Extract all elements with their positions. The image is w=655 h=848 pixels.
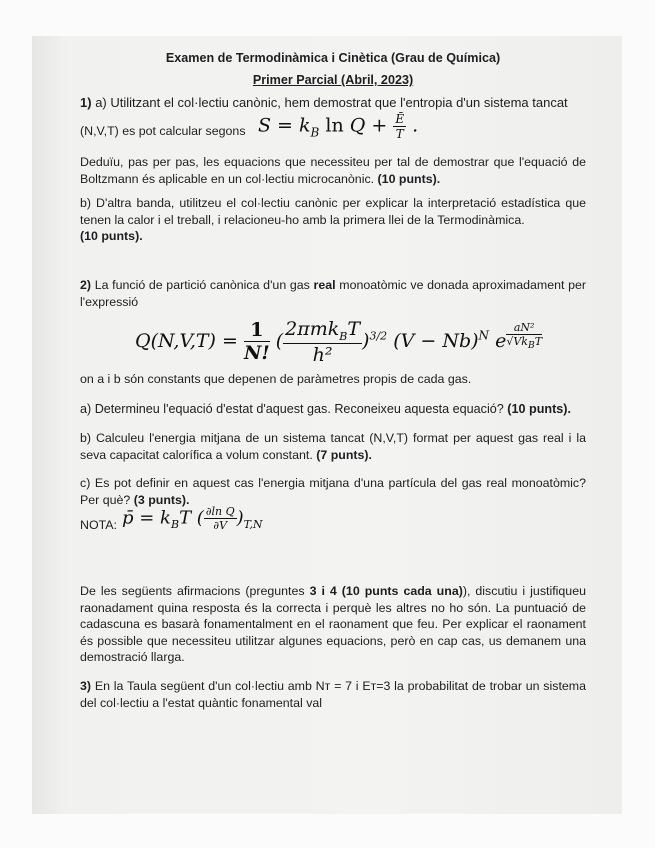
q2-a-task: a) Determineu l'equació d'estat d'aquest gas. Reconeixeu aquesta equació? (10 punts). — [80, 402, 571, 416]
instructions: De les següents afirmacions (preguntes 3 i 4 (10 punts cada una)), discutiu i justifiqueu raonadament quina resposta és la correcta i perquè les altres no ho són. La puntuació de cadascuna es basarà fonamentalment en el raonament que feu. Per explicar el raonament és possible que necessiteu utilitzar algunes equacions, però en cap cas, us demanem una demostració llarga. — [80, 584, 586, 664]
q2-c-task: c) Es pot definir en aquest cas l'energia mitjana d'una partícula del gas real monoatòmic? Per què? (3 punts). — [80, 476, 586, 507]
q2-intro: 2) La funció de partició canònica d'un gas real monoatòmic ve donada aproximadament per l'expressió — [80, 278, 587, 309]
exam-subtitle: Primer Parcial (Abril, 2023) — [252, 73, 414, 87]
exam-title: Examen de Termodinàmica i Cinètica (Grau de Química) — [165, 51, 501, 65]
q2-b-task: b) Calculeu l'energia mitjana de un sistema tancat (N,V,T) format per aquest gas real i la seva capacitat calorífica a volum constant. (7 punts). — [80, 431, 586, 462]
q1-intro: 1) a) Utilitzant el col·lectiu canònic, hem demostrat que l'entropia d'un sistema tancat — [80, 95, 568, 110]
q1-b-task: b) D'altra banda, utilitzeu el col·lectiu canònic per explicar la interpretació estadística que tenen la calor i el treball, i relacioneu-ho amb la primera llei de la Termodinàmica. (10 punts). — [80, 196, 586, 243]
q2-partition-formula: Q(N,V,T) = $\frac{1}{N!}$ ( $\frac{2\pi mk_BT}{\text{h²}}$ )$^{3/2}$ $(V - Nb)^N$ e $^{\frac{\text{aN²}}{√Vk_BT}}$ — [135, 318, 543, 366]
q2-constants: on a i b són constants que depenen de paràmetres propis de cada gas. — [80, 372, 472, 386]
q1-a-task: Deduïu, pas per pas, les equacions que necessiteu per tal de demostrar que l'equació de Boltzmann és aplicable en un col·lectiu microcanònic. (10 punts). — [80, 155, 586, 186]
q2-note-label: NOTA: — [80, 518, 117, 532]
q3-text: 3) En la Taula següent d'un col·lectiu amb Nт = 7 i Eт=3 la probabilitat de trobar un sistema del col·lectiu a l'estat quàntic fonamental val — [80, 679, 586, 710]
q1-entropy-formula: $S = k_B$ ln Q + $\frac{Ē}{T}$ . — [258, 112, 419, 141]
q2-note-formula: p̄ = $k_BT$ ( $\frac{\text{∂ln Q}}{\partial V}$ )$_{T,N}$ — [122, 505, 263, 532]
q1-cont: (N,V,T) es pot calcular segons — [80, 124, 246, 138]
